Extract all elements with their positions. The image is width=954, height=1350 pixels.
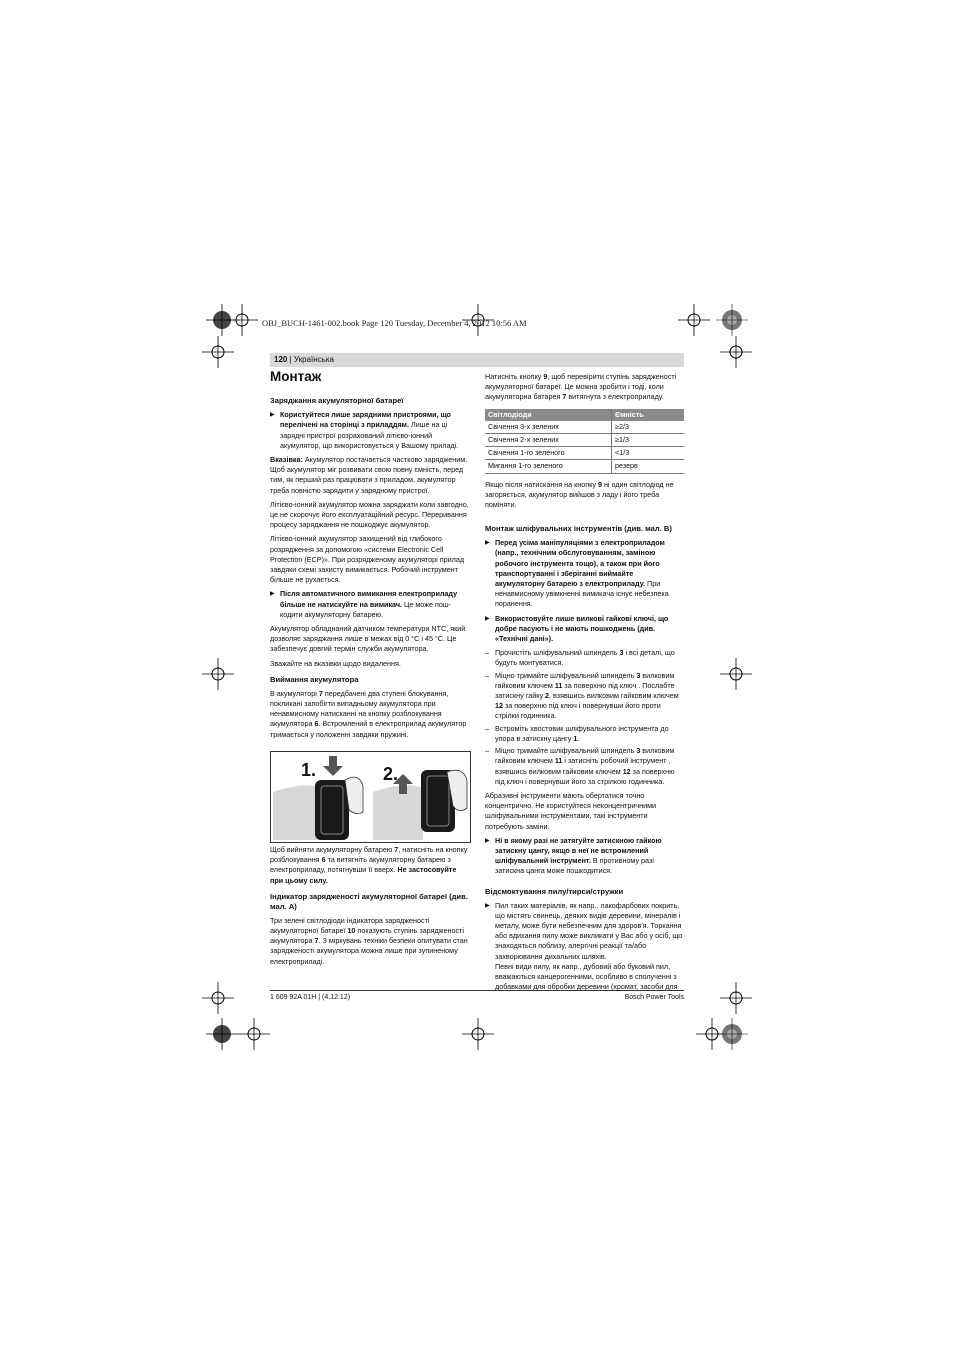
dash-marker: – xyxy=(485,723,489,733)
ref-number: 7 xyxy=(314,936,319,946)
ref-number: 7 xyxy=(562,392,567,402)
ref-number: 9 xyxy=(597,479,602,489)
text: і всі деталі, що будуть монтуватися. xyxy=(495,648,675,668)
triangle-right-icon: ▶ xyxy=(270,412,275,419)
text: витягнута з електроприладу. xyxy=(566,392,664,402)
text: за поверхню під ключ і повернувши його проти стрілки годинника. xyxy=(495,701,661,721)
bullet-bold: Після автоматичного вимикання електроприладу більше не натискуйте на вимикач. xyxy=(280,589,458,609)
mounting-heading: Монтаж шліфувальних інструментів (див. мал. B) xyxy=(485,524,672,534)
right-column xyxy=(485,372,684,996)
table-header-row xyxy=(485,409,684,421)
crosshair-icon xyxy=(718,656,754,692)
crosshair-icon xyxy=(236,1016,272,1052)
page-header xyxy=(274,355,334,364)
text: , взявшись вилковим гайковим ключем xyxy=(549,691,679,701)
text: В акумуляторі xyxy=(270,688,319,698)
table-cell: Свічення 1-го зеленого xyxy=(485,447,612,460)
footer-right: Bosch Power Tools xyxy=(624,994,684,1001)
table-cell: <1/3 xyxy=(612,447,685,460)
paragraph: Зважайте на вказівки щодо видалення. xyxy=(270,658,401,668)
ref-number: 3 xyxy=(636,670,641,680)
text: Встроміть хвостовик шліфувального інструмента до упора в затискну цангу xyxy=(495,723,669,743)
ref-number: 3 xyxy=(619,648,624,658)
dash-marker: – xyxy=(485,670,489,680)
table-row xyxy=(485,447,684,460)
triangle-right-icon: ▶ xyxy=(270,591,275,598)
triangle-right-icon: ▶ xyxy=(485,615,490,622)
ref-number: 3 xyxy=(636,746,641,756)
crosshair-icon xyxy=(200,656,236,692)
triangle-right-icon: ▶ xyxy=(485,902,490,909)
crosshair-icon xyxy=(224,302,260,338)
bullet-bold: Перед усіма маніпуляціями з електроприладом (напр., технічним обслуговуванням, заміною робочого інструмента тощо), а також при його транспортуванні і зберіганні виймайте акумуляторну батарею з електроприладу. xyxy=(495,538,665,589)
text: ні один світлодіод не загоряється, акумулятор вийшов з ладу і його треба поміняти. xyxy=(485,479,674,510)
bullet-bold: Використовуйте лише вилкові гайкові ключі, що добре пасують і не мають пошкоджень (див. «Технічні дані»). xyxy=(495,613,669,644)
list-item xyxy=(485,671,684,722)
text: і затисніть робочий інструмент , взявшись вилковим гайковим ключем xyxy=(495,756,671,776)
table-header-capacity: Ємність xyxy=(612,409,685,421)
ref-number: 11 xyxy=(554,680,563,690)
text: Прочистіть шліфувальний шпиндель xyxy=(495,648,620,658)
bullet-text: При ненавмисному увімкненні вимикача існує небезпека поранення. xyxy=(495,579,669,609)
triangle-right-icon: ▶ xyxy=(485,540,490,547)
bullet-text: Певні види пилу, як напр., дубовий або буковий пил, вважаються канцерогенними, особливо в сполученні з добавками для обробки деревини (хромат, засоби для xyxy=(495,961,678,992)
ref-number: 11 xyxy=(554,756,563,766)
charging-heading: Заряджання акумуляторної батареї xyxy=(270,396,404,406)
paragraph: Літієво-іонний акумулятор можна заряджати коли завгодно, це не скорочує його експлуатаційний ресурс. Переривання процесу заряджання не пошкоджує акумулятор. xyxy=(270,499,469,530)
text: , натисніть на кнопку розблокування xyxy=(270,845,468,865)
list-item xyxy=(485,901,684,993)
paragraph xyxy=(270,845,470,886)
list-item xyxy=(485,648,684,668)
text: вилковим гайковим ключем xyxy=(495,670,675,690)
ref-number: 6 xyxy=(321,855,326,865)
ref-number: 2 xyxy=(545,691,550,701)
crosshair-icon xyxy=(718,334,754,370)
table-cell: Свічення 3-х зелених xyxy=(485,421,612,434)
bold-text: Не застосовуйте при цьому силу. xyxy=(270,865,457,885)
bullet-bold: Ні в якому разі не затягуйте затискною гайкою затискну цангу, якщо в неї не встромлений шліфувальний інструмент. xyxy=(495,835,662,866)
left-column-lower xyxy=(270,845,470,971)
registration-mark-bottom-right xyxy=(714,1016,750,1052)
bullet-text: Це може пош-кодити акумуляторну батарею. xyxy=(280,599,452,619)
table-cell: Свічення 2-х зелених xyxy=(485,434,612,447)
crosshair-icon xyxy=(200,980,236,1016)
bullet-text: Пил таких матеріалів, як напр., лакофарбових покрить, що містять свинець, деяких видів деревини, мінералів і металу, може бути небезпечним для здоров'я. Торкання або вдихання пилу може викликати у Вас або у осіб, що знаходяться поблизу, алергічні реакції та/або захворювання дихальних шляхів. xyxy=(495,900,683,961)
text: показують ступінь зарядженості акумулятора xyxy=(270,926,464,946)
print-slug: OBJ_BUCH-1461-002.book Page 120 Tuesday, December 4, 2012 10:56 AM xyxy=(262,318,527,328)
note-label: Вказівка: xyxy=(270,455,303,465)
figure-illustration xyxy=(271,752,470,842)
paragraph: Літієво-іонний акумулятор захищений від глибокого розрядження за допомогою «системи Electronic Cell Protection (ECP)». При розрядженому акумуляторі прилад завдяки схемі захисту вимикається. Робочий інструмент більше не рухається. xyxy=(270,534,465,585)
ref-number: 9 xyxy=(543,372,548,381)
bullet-bold: Користуйтеся лише зарядними пристроями, що перелічені на сторінці з приладдям. xyxy=(280,410,451,430)
page-number: 120 xyxy=(274,355,288,364)
bullet-text: В противному разі затискна цанга може пошкодитися. xyxy=(495,856,654,876)
note-paragraph xyxy=(270,455,470,496)
triangle-right-icon: ▶ xyxy=(485,837,490,844)
table-row xyxy=(485,421,684,434)
text: , щоб перевірити ступінь зарядженості акумуляторної батареї. Це можна зробити і тоді, коли акумуляторна батарея xyxy=(485,372,677,402)
text: за поверхню під ключ . Послабте затискну гайку xyxy=(495,680,675,701)
text: та витягніть акумуляторну батарею з електроприладу, потягнувши її вверх. xyxy=(270,855,451,875)
figure-step-1-label: 1. xyxy=(301,760,317,780)
table-row xyxy=(485,460,684,473)
dash-marker: – xyxy=(485,746,489,756)
text: вилковим гайковим ключем xyxy=(495,746,675,766)
ref-number: 10 xyxy=(347,926,356,936)
dust-extraction-heading: Відсмоктування пилу/тирси/стружки xyxy=(485,886,624,896)
text: Якщо після натискання на кнопку xyxy=(485,479,598,489)
figure-step-2-label: 2. xyxy=(383,764,399,784)
text: Міцно тримайте шліфувальний шпиндель xyxy=(495,746,637,756)
ref-number: 12 xyxy=(622,766,631,776)
ref-number: 7 xyxy=(394,845,399,854)
note-text: Акумулятор постачається частково зарядженим. Щоб акумулятор міг розвивати свою повну ємність, перед тим, як перший раз працювати з приладом, акумулятор треба повністю зарядити у зарядному пристрої. xyxy=(270,455,468,495)
ref-number: 7 xyxy=(318,688,323,698)
registration-mark-top-right xyxy=(714,302,750,338)
list-item xyxy=(485,746,684,787)
table-cell: Мигання 1-го зеленого xyxy=(485,460,612,473)
header-separator: | xyxy=(289,355,292,364)
ref-number: 12 xyxy=(495,701,503,711)
section-title: Монтаж xyxy=(270,369,322,384)
table-cell: резерв xyxy=(612,460,685,473)
text: Три зелені світлодіоди індикатора зарядженості акумуляторної батареї xyxy=(270,915,430,936)
list-item xyxy=(485,836,684,877)
crosshair-icon xyxy=(718,980,754,1016)
footer-left: 1 609 92A 01H | (4.12.12) xyxy=(270,994,351,1001)
text: Натисніть кнопку xyxy=(485,372,544,381)
ref-number: 6 xyxy=(314,719,319,729)
table-header-leds: Світлодіоди xyxy=(485,409,612,421)
footer-rule xyxy=(270,990,684,991)
text: . Встромлений в електроприлад акумулятор тримається у положенні завдяки пружині. xyxy=(270,719,467,739)
list-item xyxy=(270,589,470,620)
table-cell: ≥1/3 xyxy=(612,434,685,447)
text: . xyxy=(577,733,580,743)
text: Щоб вийняти акумуляторну батарею xyxy=(270,845,395,854)
text: Міцно тримайте шліфувальний шпиндель xyxy=(495,670,637,680)
list-item xyxy=(270,410,470,451)
paragraph xyxy=(485,372,684,403)
left-column xyxy=(270,369,470,744)
paragraph xyxy=(270,689,470,740)
battery-removal-figure xyxy=(270,751,471,843)
charge-indicator-table xyxy=(485,409,684,474)
text: . З міркувань техніки безпеки опитувати стан зарядженості акумулятора можна лише при зупиненому електроприладі. xyxy=(270,936,468,966)
crosshair-icon xyxy=(460,1016,496,1052)
indicator-heading: Індикатор зарядженості акумуляторної батареї (див. мал. A) xyxy=(270,891,468,911)
paragraph: Акумулятор обладнаний датчиком температури NTC, який дозволяє заряджання лише в межах від 0 °C і 45 °C. Це забезпечує довгий термін служби акумулятора. xyxy=(270,624,466,654)
bullet-text: Лише на ці зарядні пристрої розрахований літієво-іонний акумулятор, що використовується у Вашому приладі. xyxy=(280,420,459,450)
text: за поверхню під ключ і повернувши його за стрілкою годинника. xyxy=(495,766,675,786)
crosshair-icon xyxy=(200,334,236,370)
paragraph xyxy=(270,916,470,967)
table-row xyxy=(485,434,684,447)
list-item xyxy=(485,538,684,609)
dash-marker: – xyxy=(485,648,489,658)
ref-number: 1 xyxy=(573,733,578,743)
paragraph: Абразивні інструменти мають обертатися точно концентрично. Не користуйтеся неконцентричними шліфувальними інструментами, такі інструменти потребують заміни. xyxy=(485,790,657,831)
registration-mark-bottom-left xyxy=(204,1016,240,1052)
header-language: Українська xyxy=(293,355,334,364)
paragraph xyxy=(485,480,684,511)
list-item xyxy=(485,724,684,744)
text: передбачені два ступені блокування, покликані запобігти випадньому акумулятора при ненавмисному натисканні на кнопку розблокування акумулятора xyxy=(270,688,449,729)
list-item xyxy=(485,614,684,645)
table-cell: ≥2/3 xyxy=(612,421,685,434)
crosshair-icon xyxy=(676,302,712,338)
removal-heading: Виймання акумулятора xyxy=(270,674,359,684)
